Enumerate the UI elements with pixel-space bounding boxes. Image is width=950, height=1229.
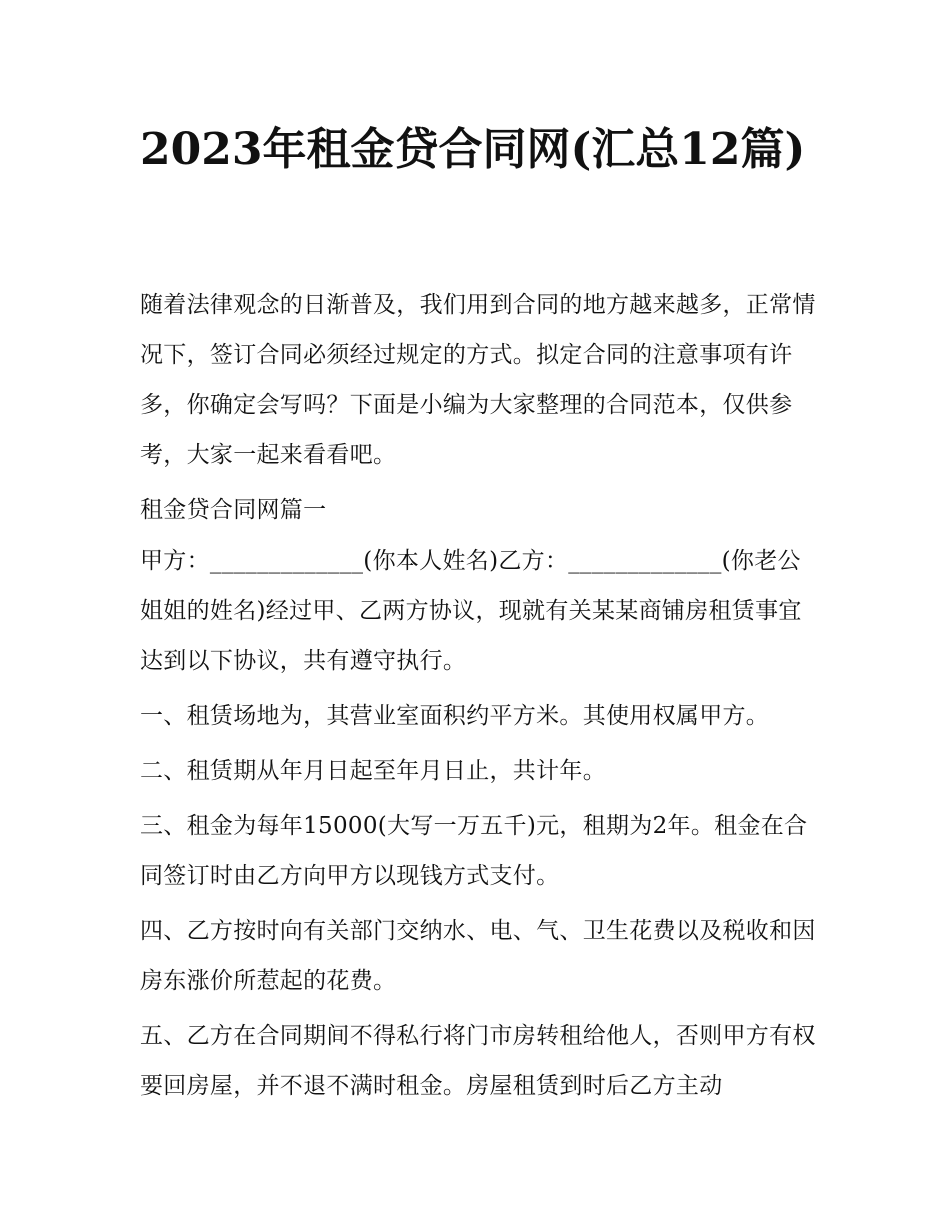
clause-4: 四、乙方按时向有关部门交纳水、电、气、卫生花费以及税收和因房东涨价所惹起的花费。 — [140, 918, 816, 994]
document-body — [140, 280, 820, 1116]
section-heading: 租金贷合同网篇一 — [140, 497, 327, 523]
clause-2: 二、租赁期从年月日起至年月日止，共计年。 — [140, 758, 606, 784]
document-title: 2023年租金贷合同网(汇总12篇) — [140, 124, 806, 175]
parties-paragraph: 甲方：_____________(你本人姓名)乙方：_____________(你老公姐姐的姓名)经过甲、乙两方协议，现就有关某某商铺房租赁事宜达到以下协议，共有遵守执行。 — [140, 548, 802, 674]
clause-3: 三、租金为每年15000(大写一万五千)元，租期为2年。租金在合同签订时由乙方向甲方以现钱方式支付。 — [140, 813, 808, 889]
clause-1: 一、租赁场地为，其营业室面积约平方米。其使用权属甲方。 — [140, 703, 770, 729]
intro-paragraph: 随着法律观念的日渐普及，我们用到合同的地方越来越多，正常情况下，签订合同必须经过规定的方式。拟定合同的注意事项有许多，你确定会写吗？下面是小编为大家整理的合同范本，仅供参考，大家一起来看看吧。 — [140, 292, 816, 468]
clause-5: 五、乙方在合同期间不得私行将门市房转租给他人，否则甲方有权要回房屋，并不退不满时租金。房屋租赁到时后乙方主动 — [140, 1023, 816, 1099]
